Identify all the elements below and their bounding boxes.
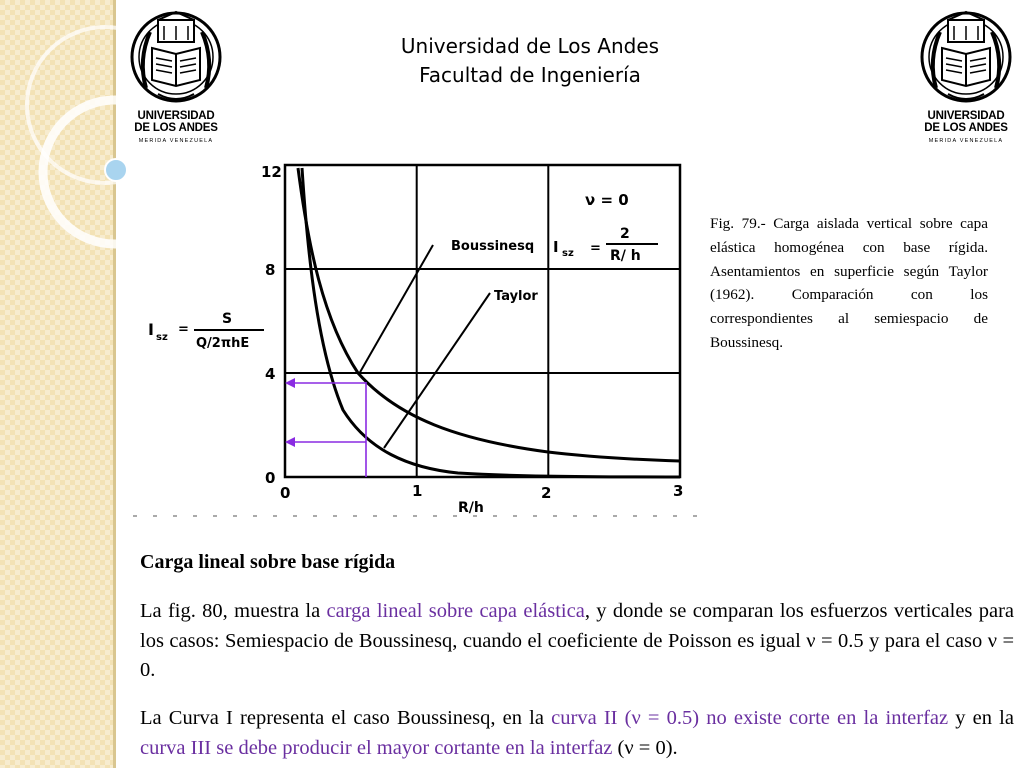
figure-caption: Fig. 79.- Carga aislada vertical sobre capa elástica homogénea con base rígida. Asentamientos en superficie según Taylor (1962). Comparación con los correspondientes al semiespacio de Boussinesq. [710,215,988,351]
boussinesq-formula-eq: = [590,241,601,256]
boussinesq-formula-den: R/ h [610,248,641,264]
paragraph-1 [140,597,1014,686]
paragraph-1-highlight: carga lineal sobre capa elástica [326,600,585,622]
poisson-ratio-label: ν = 0 [585,191,629,209]
paragraph-1-text: La fig. 80, muestra la [140,600,327,622]
boussinesq-formula-sub: sz [562,248,574,259]
faculty-title: Facultad de Ingeniería [419,63,641,87]
paragraph-2 [140,704,1014,763]
guide-arrowheads [285,378,295,447]
university-logo-left [128,10,224,150]
taylor-label: Taylor [494,289,538,304]
settlement-figure [128,150,708,520]
decorative-circles [0,0,140,300]
y-tick-label: 4 [265,365,276,383]
y-axis-formula-i: I [148,320,154,339]
university-logo-right [918,10,1014,150]
paragraph-1-text: , y donde se comparan los esfuerzos verticales para los casos: Semiespacio de Boussinesq, cuando el coeficiente de Poisson es igual ν = 0.5 y para el caso ν = 0. [140,600,1014,681]
logo-university-name: UNIVERSIDAD DE LOS ANDES [924,110,1008,134]
y-axis-formula-sub: sz [156,332,168,343]
paragraph-2-text: La Curva I representa el caso Boussinesq, en la [140,707,552,729]
logo-university-name: UNIVERSIDAD DE LOS ANDES [134,110,218,134]
x-tick-label: 0 [280,484,291,502]
university-title: Universidad de Los Andes [400,34,660,58]
grid-lines [285,165,680,477]
boussinesq-formula-num: 2 [620,226,630,242]
paragraph-2-highlight: curva II (ν = 0.5) no existe corte en la interfaz [551,707,949,729]
taylor-curve [302,168,680,477]
logo-city: MERIDA VENEZUELA [928,138,1004,144]
university-seal-icon [128,10,224,110]
paragraph-2-text: y en la [948,707,1014,729]
university-seal-icon [918,10,1014,110]
guide-lines [288,382,366,477]
plot-frame [285,165,680,477]
y-axis-formula-num: S [222,311,233,327]
logo-city: MERIDA VENEZUELA [138,138,214,144]
boussinesq-formula-i: I [553,238,559,256]
page-header [330,32,730,90]
x-axis-label: R/h [458,500,484,516]
x-tick-label: 3 [673,482,684,500]
y-tick-label: 8 [265,261,276,279]
x-tick-label: 2 [541,484,552,502]
paragraph-2-highlight: curva III se debe producir el mayor cortante en la interfaz [140,736,613,759]
y-axis-formula-eq: = [178,322,189,337]
section-title: Carga lineal sobre base rígida [140,551,396,573]
boussinesq-leader-line [359,245,433,374]
y-axis-formula-den: Q/2πhE [196,336,250,351]
boussinesq-curve [298,168,680,461]
y-tick-label: 0 [265,469,276,487]
x-tick-label: 1 [412,482,423,500]
paragraph-2-text: (ν = 0). [612,736,678,759]
y-tick-label: 12 [261,163,282,181]
boussinesq-label: Boussinesq [451,239,535,254]
